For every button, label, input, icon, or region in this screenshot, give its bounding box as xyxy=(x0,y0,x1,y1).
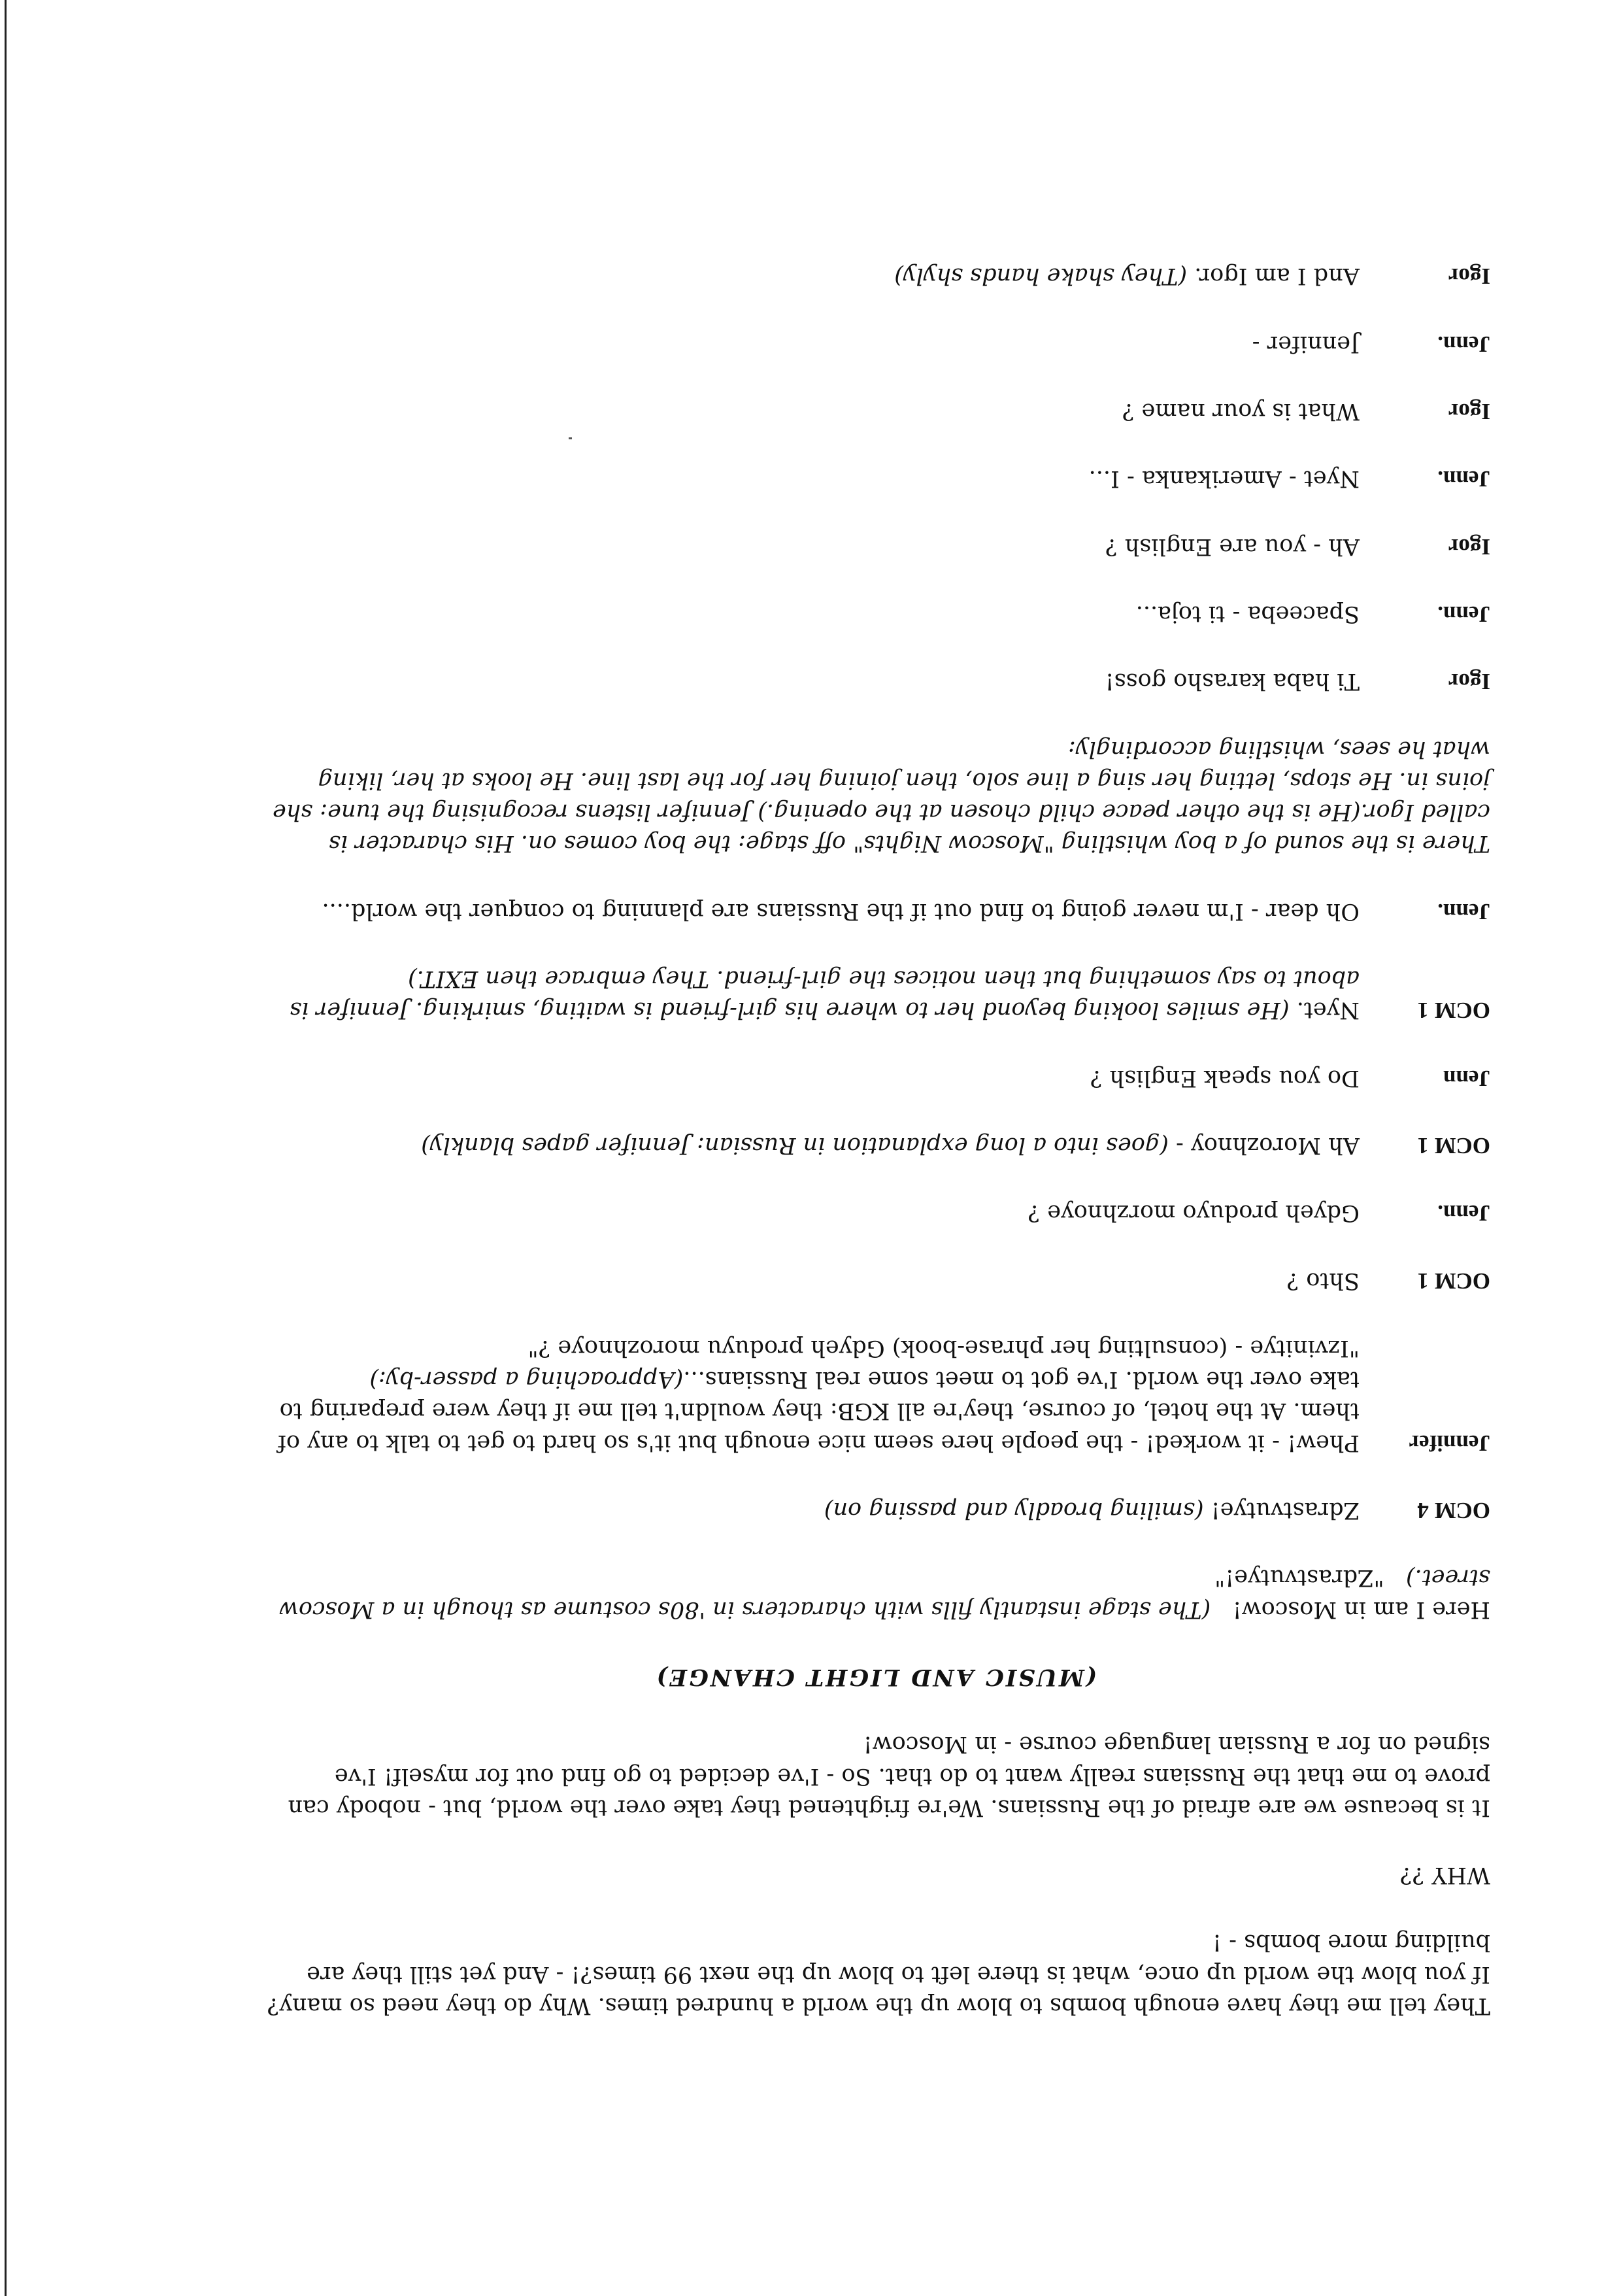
speaker-name: Jenn. xyxy=(1437,898,1490,924)
dialogue-text xyxy=(261,1062,1360,1093)
dialogue-text xyxy=(261,260,1360,292)
paragraph-why: WHY ?? xyxy=(1399,1862,1490,1889)
speaker-name: Jenn. xyxy=(1437,331,1490,357)
dialogue-line xyxy=(261,963,1490,1026)
dialogue-block-2 xyxy=(261,260,1490,697)
dialogue-block-1 xyxy=(261,895,1490,1526)
spoken-text: Jennifer - xyxy=(1252,330,1360,357)
spoken-text: Do you speak English ? xyxy=(1090,1064,1360,1091)
dialogue-line xyxy=(261,530,1490,562)
speaker-name: Igor xyxy=(1448,533,1490,560)
dialogue-line xyxy=(261,1494,1490,1526)
spoken-text: Nyet - Amerikanka - I... xyxy=(1088,465,1360,492)
dialogue-text xyxy=(261,530,1360,562)
dialogue-line xyxy=(261,396,1490,427)
stage-direction-igor-enters: There is the sound of a boy whistling "Moscow Nights" off stage: the boy comes on. His character is called Igor.(He is the other peace child chosen at the opening.) Jennifer listens recognising the tune: she joins in. He stops, letting her sing a line solo, then joining her for the last line. He looks at her, liking what he sees, whistling accordingly: xyxy=(265,735,1490,857)
speaker-name: Jenn. xyxy=(1437,1200,1490,1226)
speaker-name: Jenn. xyxy=(1437,466,1490,492)
dialogue-line xyxy=(261,1264,1490,1296)
dialogue-text xyxy=(261,1130,1360,1161)
dialogue-line xyxy=(261,463,1490,494)
speaker-name: Jennifer xyxy=(1409,1430,1490,1456)
dialogue-line xyxy=(261,1130,1490,1161)
speaker-name: OCM 4 xyxy=(1417,1498,1490,1524)
spoken-text: What is your name ? xyxy=(1122,398,1360,425)
speaker-name: OCM 1 xyxy=(1417,998,1490,1024)
spoken-text: Oh dear - I'm never going to find out if the Russians are planning to conquer the world.... xyxy=(322,898,1360,924)
stage-direction: (He smiles looking beyond her to where his girl-friend is waiting, smirking. Jennifer is about to say something but then notices the girl-friend. They embrace then EXIT.) xyxy=(282,966,1360,1024)
spoken-text: Ti haba karasho goss! xyxy=(1105,668,1360,695)
spoken-text-tail: "Izvinitye - (consulting her phrase-book) Gdyeh produyu morozhnoye ?" xyxy=(362,1334,1360,1393)
spoken-text: Gdyeh produyo morzhnoye ? xyxy=(1028,1200,1360,1226)
spoken-text: Nyet. xyxy=(1289,997,1360,1024)
spoken-text: Shto ? xyxy=(1286,1267,1360,1294)
dialogue-text xyxy=(261,895,1360,926)
stage-direction: (They shake hands shyly) xyxy=(894,263,1188,290)
stage-direction: (Approaching a passer-by:) xyxy=(369,1366,684,1393)
speaker-name: OCM 1 xyxy=(1417,1268,1490,1294)
moscow-text: Here I am in Moscow! xyxy=(1211,1596,1490,1623)
speaker-name: Jenn. xyxy=(1437,601,1490,627)
dialogue-text xyxy=(261,598,1360,630)
spoken-text: Ah - you are English ? xyxy=(1105,533,1360,560)
scan-edge-line xyxy=(5,0,7,2296)
dialogue-text xyxy=(261,1264,1360,1296)
moscow-greeting: "Zdrastvutye!" xyxy=(1214,1564,1406,1591)
dialogue-text xyxy=(261,1197,1360,1228)
speaker-name: Igor xyxy=(1448,669,1490,695)
dialogue-text xyxy=(261,463,1360,494)
dialogue-text xyxy=(261,396,1360,427)
dialogue-line xyxy=(261,666,1490,697)
dialogue-line xyxy=(261,895,1490,926)
dialogue-line xyxy=(261,1062,1490,1093)
paragraph-russians: It is because we are afraid of the Russians. We're frightened they take over the world, but - nobody can prove to me that the Russians really want to do that. So - I've decided to go find out for myself! I've signed on for a Russian language course - in Moscow! xyxy=(280,1731,1490,1821)
paragraph-bombs: They tell me they have enough bombs to blow up the world a hundred times. Why do they need so many? If you blow the world up once, what is there left to blow up the next 99 times?! - And yet still they are building more bombs - ! xyxy=(259,1929,1490,2019)
spoken-text: Ah Morozhnoy - xyxy=(1168,1132,1360,1158)
script-body xyxy=(261,224,1490,2021)
spoken-text: Phew! - it worked! - the people here seem nice enough but it's so hard to get to talk to any of them. At the hotel, of course, they're all KGB: they wouldn't tell me if they were preparing to take over the world. I've got to meet some real Russians... xyxy=(270,1366,1360,1456)
speaker-name: Igor xyxy=(1448,399,1490,425)
spoken-text: Zdrastvutye! xyxy=(1203,1497,1360,1524)
dialogue-line xyxy=(261,260,1490,292)
dialogue-line xyxy=(261,1197,1490,1228)
speaker-name: OCM 1 xyxy=(1417,1132,1490,1158)
speaker-name: Igor xyxy=(1448,263,1490,290)
music-light-change-heading: (MUSIC AND LIGHT CHANGE) xyxy=(654,1663,1097,1691)
dialogue-line xyxy=(261,598,1490,630)
dialogue-text xyxy=(261,666,1360,697)
dialogue-text xyxy=(261,1494,1360,1526)
spoken-text: And I am Igor. xyxy=(1187,263,1360,290)
paragraph-moscow xyxy=(261,1562,1490,1625)
moscow-stage-direction: (The stage instantly fills with characters in '80s costume as though in a Moscow street.) xyxy=(271,1564,1490,1623)
spoken-text: Spaceeba - ti toja... xyxy=(1135,600,1360,627)
speaker-name: Jenn xyxy=(1443,1065,1490,1091)
dialogue-text xyxy=(261,963,1360,1026)
dialogue-text xyxy=(261,1332,1360,1459)
dialogue-line xyxy=(261,328,1490,360)
stage-direction: (smiling broadly and passing on) xyxy=(824,1497,1204,1524)
dialogue-line xyxy=(261,1332,1490,1459)
stage-direction: (goes into a long explanation in Russian: Jennifer gapes blankly) xyxy=(421,1132,1169,1158)
dialogue-text xyxy=(261,328,1360,360)
